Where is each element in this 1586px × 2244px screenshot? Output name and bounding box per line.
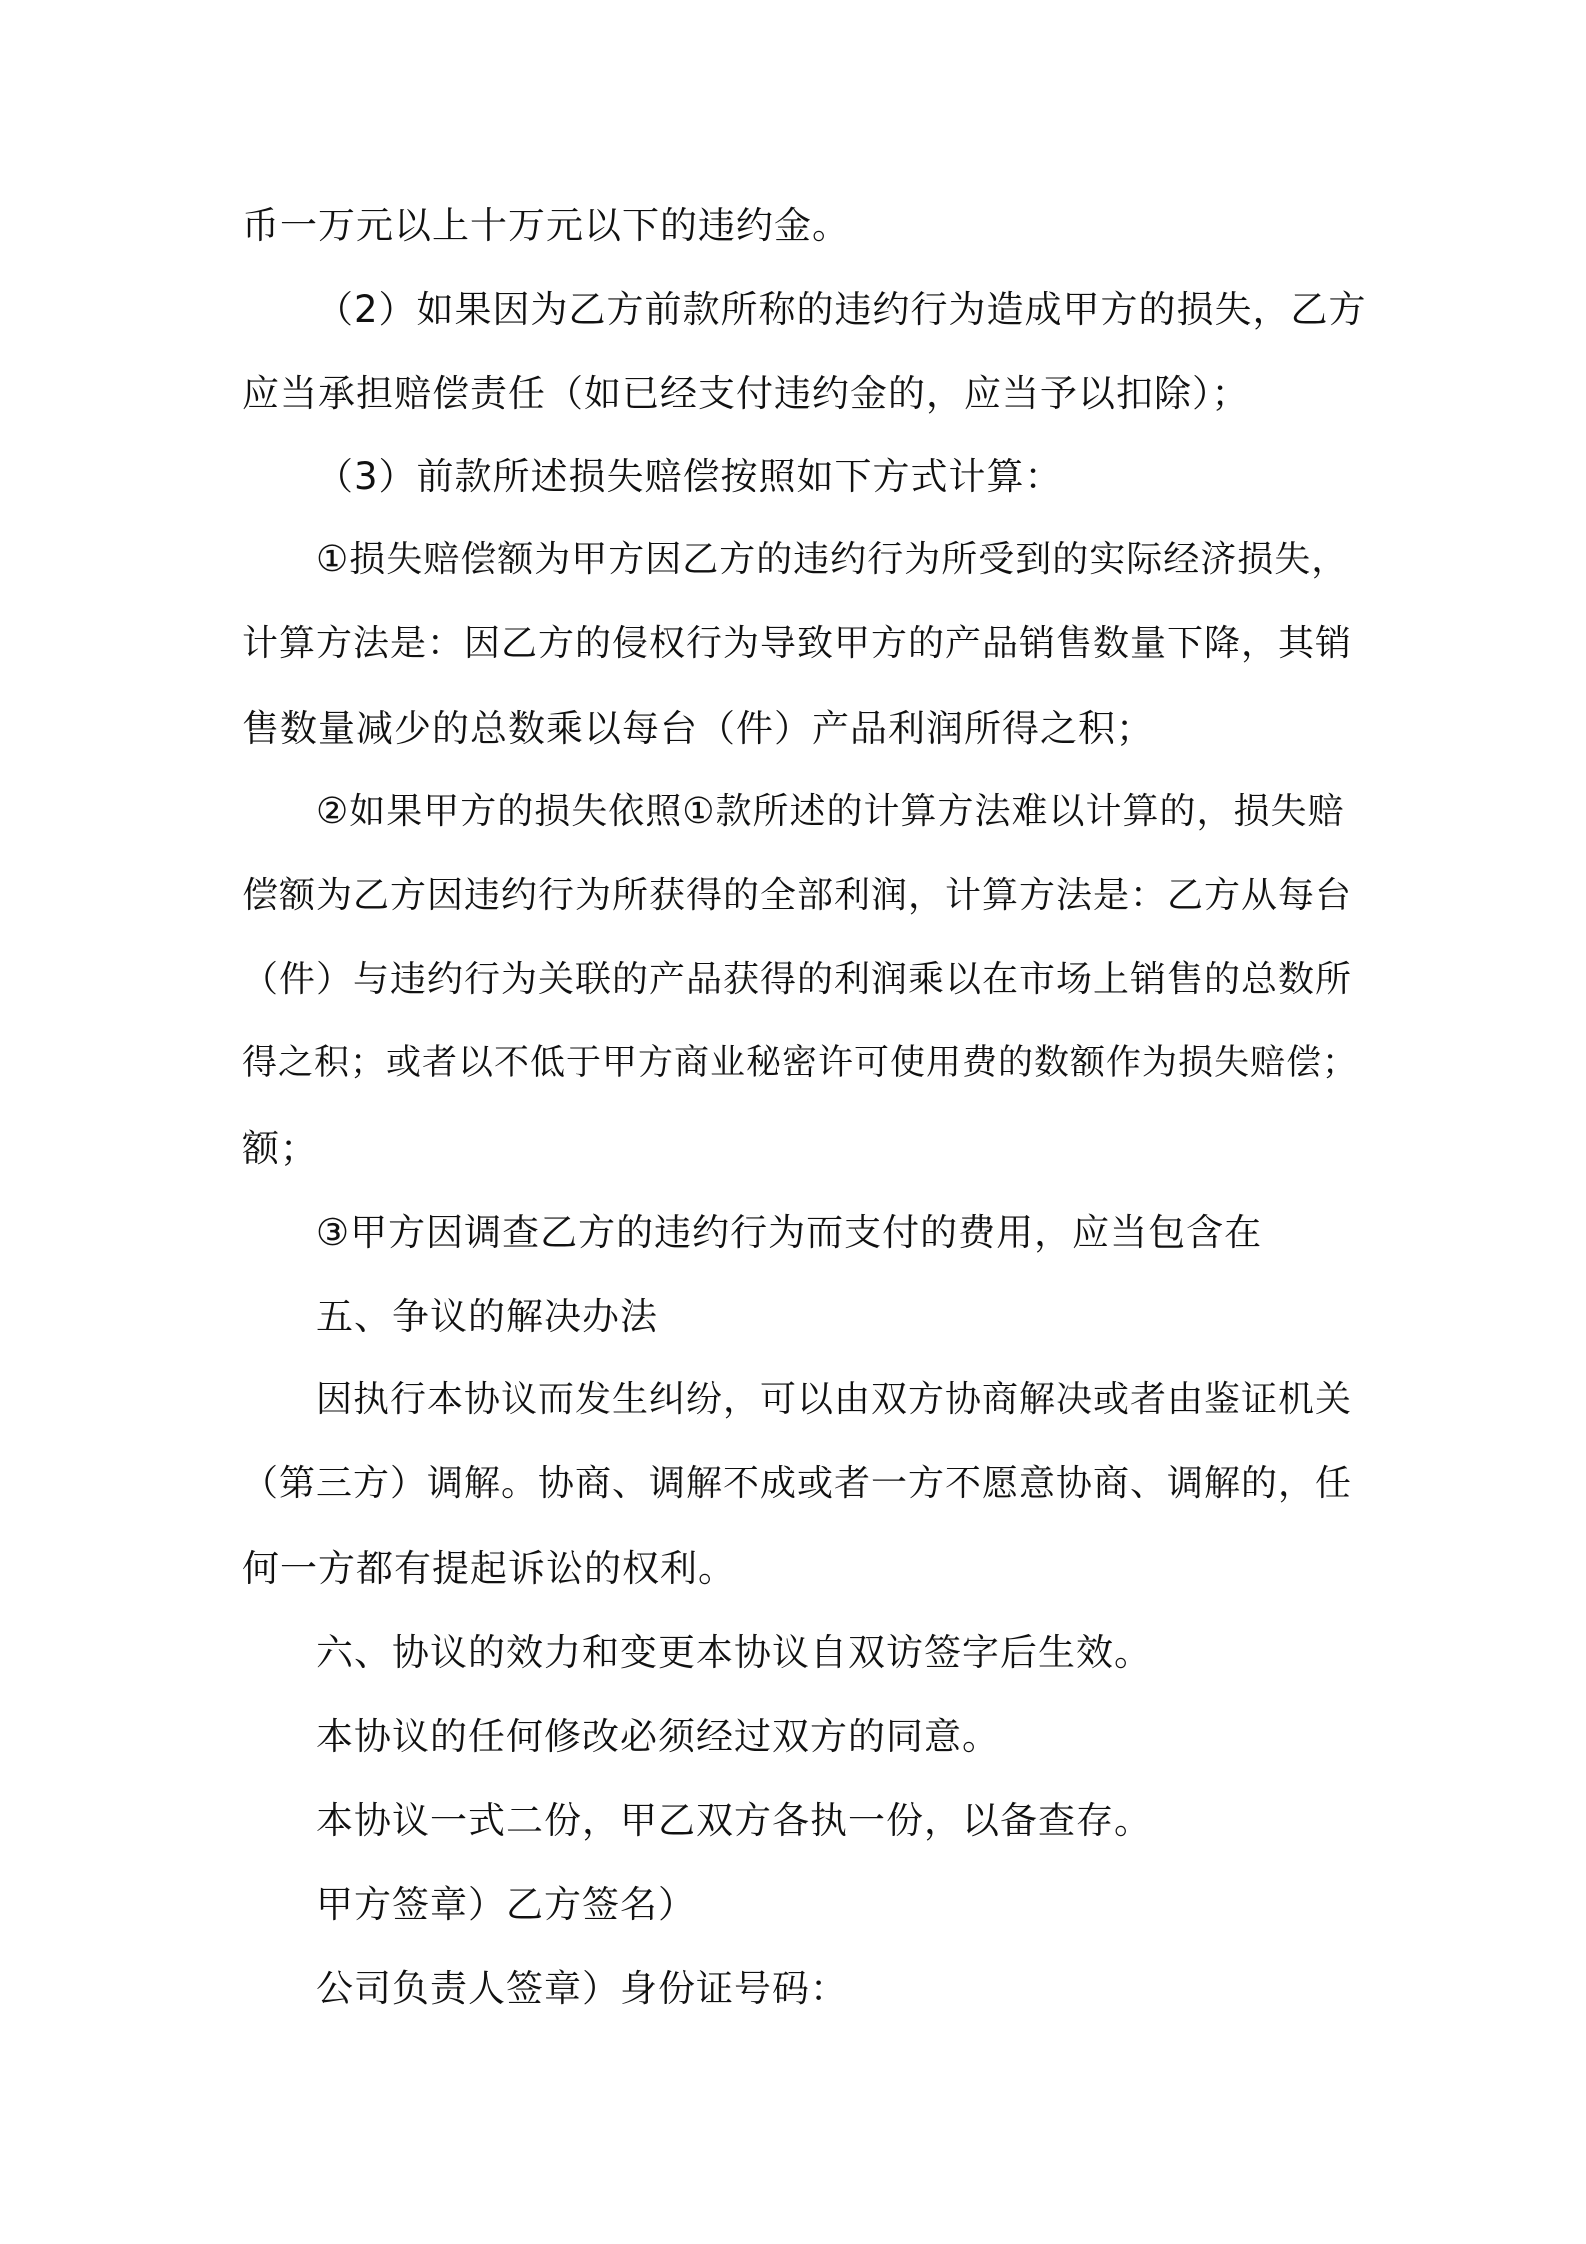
text-line: 应当承担赔偿责任（如已经支付违约金的，应当予以扣除）； bbox=[242, 372, 1250, 415]
text-line: ②如果甲方的损失依照①款所述的计算方法难以计算的，损失赔 bbox=[316, 791, 1345, 832]
text-line: （3）前款所述损失赔偿按照如下方式计算： bbox=[316, 455, 1063, 498]
text-line: 何一方都有提起诉讼的权利。 bbox=[242, 1547, 736, 1590]
text-line: 因执行本协议而发生纠纷，可以由双方协商解决或者由鉴证机关 bbox=[316, 1379, 1353, 1420]
text-line: （件）与违约行为关联的产品获得的利润乘以在市场上销售的总数所 bbox=[242, 959, 1353, 1000]
text-line: 偿额为乙方因违约行为所获得的全部利润，计算方法是：乙方从每台 bbox=[242, 875, 1353, 916]
text-line: 本协议的任何修改必须经过双方的同意。 bbox=[316, 1715, 1000, 1758]
signature-line: 公司负责人签章）身份证号码： bbox=[316, 1967, 848, 2010]
section-heading: 六、协议的效力和变更本协议自双访签字后生效。 bbox=[316, 1631, 1152, 1674]
text-line: ③甲方因调查乙方的违约行为而支付的费用，应当包含在 bbox=[316, 1211, 1263, 1254]
section-heading: 五、争议的解决办法 bbox=[316, 1295, 658, 1338]
text-line: 售数量减少的总数乘以每台（件）产品利润所得之积； bbox=[242, 707, 1154, 750]
text-line: （第三方）调解。协商、调解不成或者一方不愿意协商、调解的，任 bbox=[242, 1463, 1353, 1504]
text-line: 本协议一式二份，甲乙双方各执一份，以备查存。 bbox=[316, 1799, 1152, 1842]
text-line: 额； bbox=[242, 1127, 318, 1170]
signature-line: 甲方签章）乙方签名） bbox=[316, 1883, 696, 1926]
text-line: （2）如果因为乙方前款所称的违约行为造成甲方的损失，乙方 bbox=[316, 288, 1367, 331]
text-line: 得之积；或者以不低于甲方商业秘密许可使用费的数额作为损失赔偿； bbox=[242, 1043, 1359, 1083]
text-line: 币一万元以上十万元以下的违约金。 bbox=[242, 204, 850, 247]
text-line: 计算方法是：因乙方的侵权行为导致甲方的产品销售数量下降，其销 bbox=[242, 623, 1353, 664]
text-line: ①损失赔偿额为甲方因乙方的违约行为所受到的实际经济损失， bbox=[316, 539, 1349, 580]
